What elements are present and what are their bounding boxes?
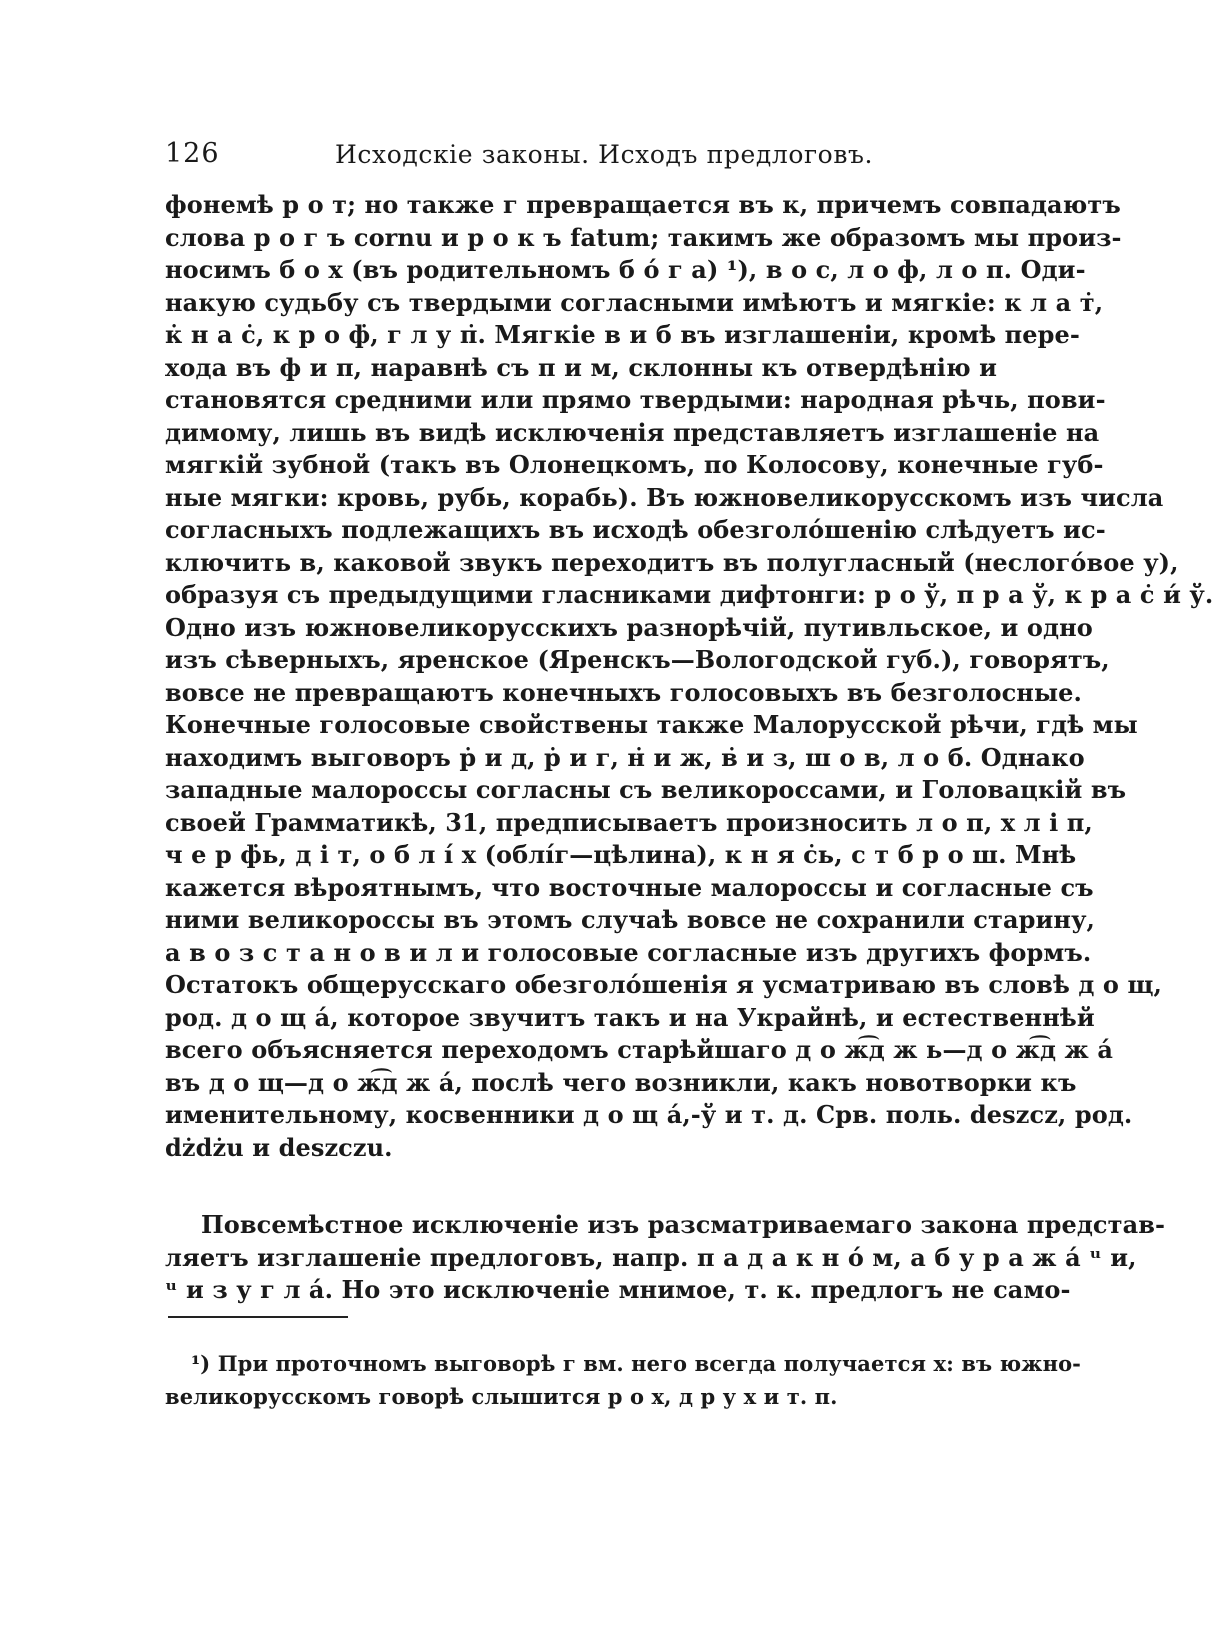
text-line: слова р о г ъ cornu и р о к ъ fatum; такимъ же образомъ мы произ- bbox=[165, 222, 1122, 252]
text-line: Повсемѣстное исключеніе изъ разсматриваемаго закона представ- bbox=[201, 1210, 1166, 1239]
text-line: всего объясняется переходомъ старѣйшаго д о ж͡д ж ь—д о ж͡д ж а́ bbox=[165, 1035, 1113, 1064]
text-line: мягкій зубной (такъ въ Олонецкомъ, по Колосову, конечные губ- bbox=[165, 450, 1104, 479]
footnote-line: ¹) При проточномъ выговорѣ г вм. него всегда получается х: въ южно- bbox=[191, 1351, 1082, 1376]
text-line: к̇ н а с̇, к р о ф̇, г л у п̇. Мягкіе в и б въ изглашеніи, кромѣ пере- bbox=[165, 320, 1080, 349]
text-line: ные мягки: кровь, рубь, корабь). Въ южновеликорусскомъ изъ числа bbox=[165, 482, 1164, 512]
text-line: ключить в, каковой звукъ переходитъ въ полугласный (неслого́вое у), bbox=[165, 547, 1179, 577]
page-header bbox=[165, 138, 965, 178]
text-line: ᵘ и з у г л а́. Но это исключеніе мнимое, т. к. предлогъ не само- bbox=[165, 1275, 1071, 1304]
paragraph-second bbox=[165, 1209, 1166, 1307]
paragraph-main bbox=[165, 189, 1213, 1164]
footnotes bbox=[165, 1347, 1082, 1413]
page-number: 126 bbox=[165, 138, 220, 169]
text-line: западные малороссы согласны съ великороссами, и Головацкій въ bbox=[165, 775, 1127, 804]
footnote-divider bbox=[168, 1316, 348, 1318]
text-line: своей Грамматикѣ, 31, предписываетъ произносить л о п, х л і п, bbox=[165, 807, 1093, 837]
text-line: Конечные голосовые свойствены также Малорусской рѣчи, гдѣ мы bbox=[165, 710, 1138, 739]
text-line: согласныхъ подлежащихъ въ исходѣ обезголо́шенію слѣдуетъ ис- bbox=[165, 515, 1106, 544]
text-line: вовсе не превращаютъ конечныхъ голосовыхъ въ безголосные. bbox=[165, 677, 1082, 707]
text-line: именительному, косвенники д о щ а́,-ў и т. д. Срв. поль. deszcz, род. bbox=[165, 1100, 1133, 1129]
text-line: dżdżu и deszczu. bbox=[165, 1132, 393, 1162]
text-line: димому, лишь въ видѣ исключенія представляетъ изглашеніе на bbox=[165, 417, 1100, 447]
text-line: находимъ выговоръ р̇ и д, р̇ и г, н̇ и ж, в̇ и з, ш о в, л о б. Однако bbox=[165, 742, 1085, 772]
text-line: накую судьбу съ твердыми согласными имѣютъ и мягкіе: к л а т̇, bbox=[165, 287, 1104, 317]
text-line: становятся средними или прямо твердыми: народная рѣчь, пови- bbox=[165, 385, 1106, 414]
running-title: Исходскіе законы. Исходъ предлоговъ. bbox=[335, 140, 874, 169]
text-line: род. д о щ а́, которое звучитъ такъ и на Украйнѣ, и естественнѣй bbox=[165, 1002, 1095, 1032]
text-line: Остатокъ общерусскаго обезголо́шенія я усматриваю въ словѣ д о щ, bbox=[165, 970, 1163, 999]
text-line: Одно изъ южновеликорусскихъ разнорѣчій, путивльское, и одно bbox=[165, 612, 1093, 642]
text-line: ними великороссы въ этомъ случаѣ вовсе не сохранили старину, bbox=[165, 905, 1095, 934]
text-line: изъ сѣверныхъ, яренское (Яренскъ—Вологодской губ.), говорятъ, bbox=[165, 645, 1110, 674]
footnote-line: великорусскомъ говорѣ слышится р о х, д р у х и т. п. bbox=[165, 1384, 838, 1409]
text-line: носимъ б о х (въ родительномъ б о́ г а) ¹), в о с, л о ф, л о п. Оди- bbox=[165, 255, 1086, 284]
text-line: фонемѣ р о т; но также г превращается въ к, причемъ совпадаютъ bbox=[165, 190, 1121, 219]
text-line: образуя съ предыдущими гласниками дифтонги: р о ў, п р а ў, к р а с̇ и́ ў. bbox=[165, 580, 1213, 609]
text-line: хода въ ф и п, наравнѣ съ п и м, склонны къ отвердѣнію и bbox=[165, 352, 998, 382]
text-line: ляетъ изглашеніе предлоговъ, напр. п а д а к н о́ м, а б у р а ж а́ ᵘ и, bbox=[165, 1242, 1137, 1272]
text-line: въ д о щ—д о ж͡д ж а́, послѣ чего возникли, какъ новотворки къ bbox=[165, 1067, 1077, 1097]
text-line: кажется вѣроятнымъ, что восточные малороссы и согласные съ bbox=[165, 872, 1094, 902]
text-line: ч е р ф̇ь, д і т, о б л і́ х (облі́г—цѣлина), к н я с̇ь, с т б р о ш. Мнѣ bbox=[165, 840, 1077, 869]
text-line: а в о з с т а н о в и л и голосовые согласные изъ другихъ формъ. bbox=[165, 937, 1092, 967]
